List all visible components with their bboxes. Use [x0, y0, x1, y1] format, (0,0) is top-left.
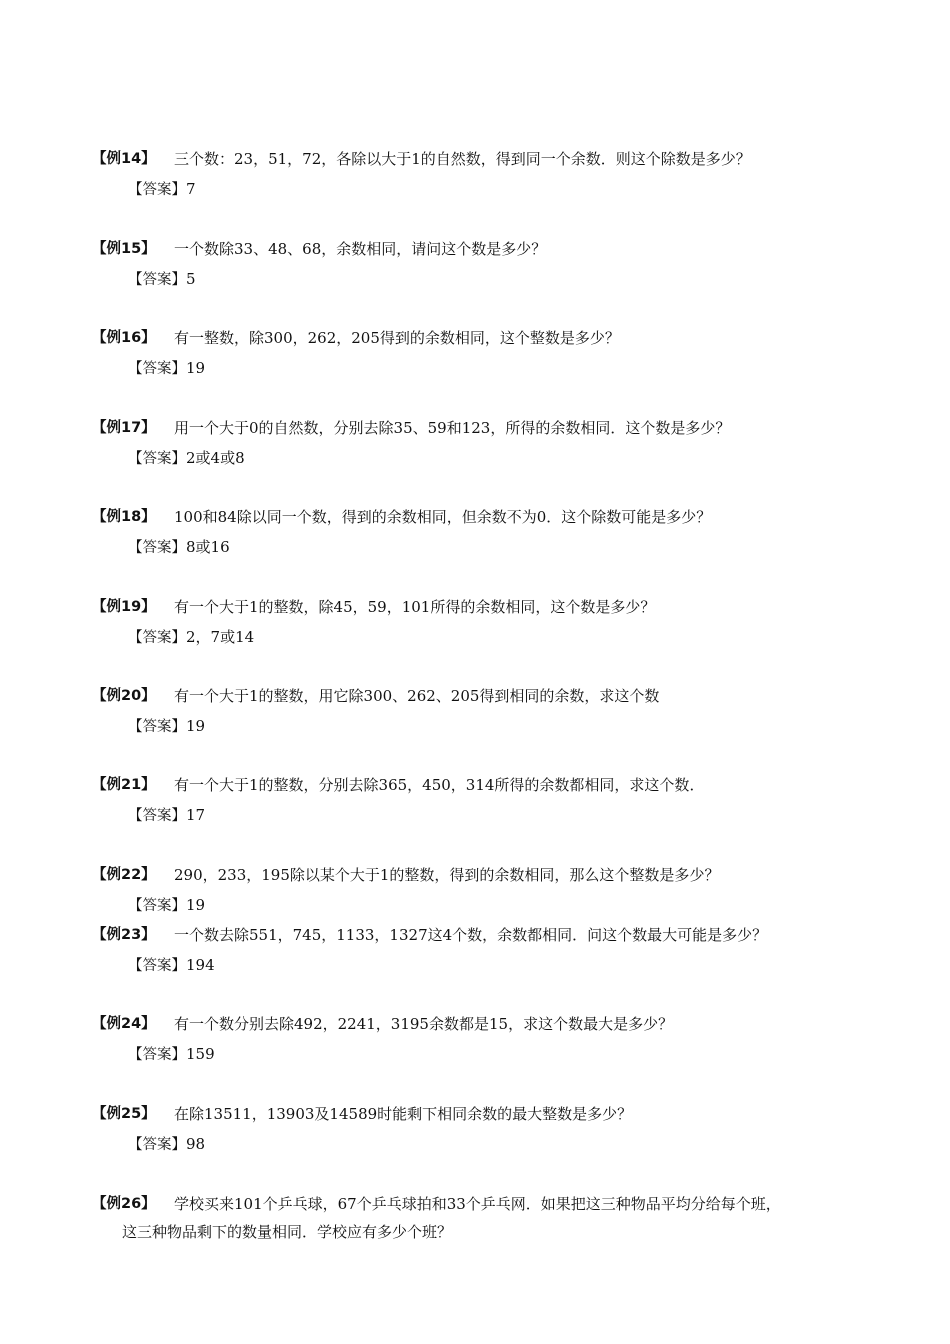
problem-label: 【例17】 — [92, 420, 156, 436]
answer-label: 【答案】 — [128, 808, 186, 824]
answer-value: 5 — [186, 270, 196, 288]
problem-label: 【例25】 — [92, 1106, 156, 1122]
problem-label: 【例23】 — [92, 927, 156, 943]
problem-question: 有一整数，除300，262，205得到的余数相同，这个整数是多少？ — [174, 329, 620, 347]
problem-22 — [92, 863, 882, 918]
answer-line — [128, 953, 882, 978]
problem-14 — [92, 147, 882, 202]
problem-question: 三个数：23，51，72，各除以大于1的自然数，得到同一个余数．则这个除数是多少？ — [174, 150, 751, 168]
problem-question: 一个数除33、48、68，余数相同，请问这个数是多少？ — [174, 240, 547, 258]
problem-17 — [92, 416, 882, 471]
problem-label: 【例19】 — [92, 599, 156, 615]
answer-line — [128, 267, 882, 292]
problem-label: 【例16】 — [92, 330, 156, 346]
problem-16 — [92, 326, 882, 381]
problem-label: 【例20】 — [92, 688, 156, 704]
answer-value: 159 — [186, 1045, 215, 1063]
problem-question: 在除13511，13903及14589时能剩下相同余数的最大整数是多少？ — [174, 1105, 633, 1123]
problem-26 — [92, 1192, 872, 1244]
problem-label: 【例22】 — [92, 867, 156, 883]
problem-question: 有一个大于1的整数，用它除300、262、205得到相同的余数，求这个数 — [174, 687, 660, 705]
problem-label: 【例15】 — [92, 241, 156, 257]
answer-line — [128, 803, 882, 828]
problem-21 — [92, 773, 882, 828]
answer-label: 【答案】 — [128, 451, 186, 467]
answer-line — [128, 625, 882, 650]
answer-value: 2或4或8 — [186, 449, 245, 467]
answer-value: 19 — [186, 359, 206, 377]
answer-line — [128, 356, 882, 381]
problem-20 — [92, 684, 882, 739]
answer-label: 【答案】 — [128, 958, 186, 974]
problem-25 — [92, 1102, 882, 1157]
answer-value: 17 — [186, 806, 206, 824]
answer-label: 【答案】 — [128, 272, 186, 288]
answer-value: 8或16 — [186, 538, 230, 556]
problem-15 — [92, 237, 882, 292]
answer-line — [128, 1132, 882, 1157]
answer-label: 【答案】 — [128, 182, 186, 198]
answer-label: 【答案】 — [128, 630, 186, 646]
answer-label: 【答案】 — [128, 719, 186, 735]
problem-question: 有一个数分别去除492，2241，3195余数都是15，求这个数最大是多少？ — [174, 1015, 674, 1033]
answer-label: 【答案】 — [128, 540, 186, 556]
problem-19 — [92, 595, 882, 650]
answer-line — [128, 177, 882, 202]
problem-question-continued: 这三种物品剩下的数量相同．学校应有多少个班？ — [122, 1223, 453, 1241]
answer-value: 7 — [186, 180, 196, 198]
answer-value: 2，7或14 — [186, 628, 255, 646]
problem-question: 有一个大于1的整数，分别去除365，450，314所得的余数都相同，求这个数． — [174, 776, 705, 794]
problem-question: 学校买来101个乒乓球，67个乒乓球拍和33个乒乓网．如果把这三种物品平均分给每个班， — [174, 1195, 781, 1213]
problem-question: 290，233，195除以某个大于1的整数，得到的余数相同，那么这个整数是多少？ — [174, 866, 720, 884]
problem-question: 用一个大于0的自然数，分别去除35、59和123，所得的余数相同．这个数是多少？ — [174, 419, 731, 437]
answer-line — [128, 535, 882, 560]
answer-line — [128, 1042, 882, 1067]
answer-value: 19 — [186, 896, 206, 914]
answer-value: 19 — [186, 717, 206, 735]
problem-label: 【例24】 — [92, 1016, 156, 1032]
problem-label: 【例14】 — [92, 151, 156, 167]
problem-label: 【例18】 — [92, 509, 156, 525]
answer-line — [128, 446, 882, 471]
answer-line — [128, 714, 882, 739]
problem-24 — [92, 1012, 882, 1067]
answer-value: 98 — [186, 1135, 206, 1153]
answer-value: 194 — [186, 956, 215, 974]
answer-label: 【答案】 — [128, 361, 186, 377]
problem-question: 一个数去除551，745，1133，1327这4个数，余数都相同．问这个数最大可能是多少？ — [174, 926, 768, 944]
problem-label: 【例21】 — [92, 777, 156, 793]
answer-label: 【答案】 — [128, 1137, 186, 1153]
problem-label: 【例26】 — [92, 1196, 156, 1212]
problem-question: 100和84除以同一个数，得到的余数相同，但余数不为0．这个除数可能是多少？ — [174, 508, 712, 526]
answer-label: 【答案】 — [128, 1047, 186, 1063]
answer-label: 【答案】 — [128, 898, 186, 914]
problem-question: 有一个大于1的整数，除45，59，101所得的余数相同，这个数是多少？ — [174, 598, 656, 616]
answer-line — [128, 893, 882, 918]
problem-18 — [92, 505, 882, 560]
problem-23 — [92, 923, 882, 978]
